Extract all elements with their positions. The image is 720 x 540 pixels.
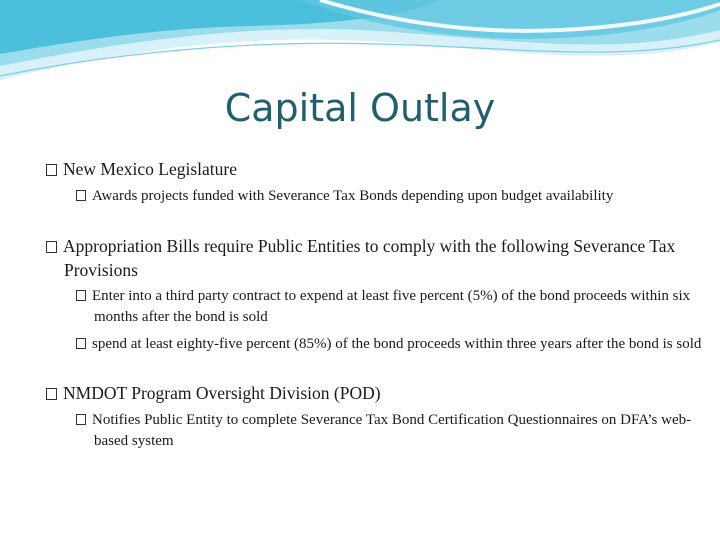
bullet-item-pod (46, 381, 684, 405)
sub-bullet-item-notifies (76, 410, 702, 452)
sub-bullet-text: Enter into a third party contract to expend at least five percent (5%) of the bond proceeds within six months after the bond is sold (92, 288, 691, 325)
square-bullet-icon (76, 338, 86, 349)
square-bullet-icon (46, 388, 57, 400)
header-wave-banner (0, 0, 720, 90)
sub-bullet-item-awards (76, 186, 702, 207)
bullet-item-appropriation (46, 234, 684, 282)
square-bullet-icon (76, 190, 86, 201)
square-bullet-icon (76, 414, 86, 425)
sub-bullet-text: Awards projects funded with Severance Tax Bonds depending upon budget availability (92, 188, 614, 204)
sub-bullet-item-spend (76, 334, 702, 355)
bullet-item-legislature (46, 157, 684, 181)
square-bullet-icon (46, 241, 57, 253)
sub-bullet-text: spend at least eighty-five percent (85%) of the bond proceeds within three years after the bond is sold (92, 336, 702, 352)
bullet-text: New Mexico Legislature (63, 159, 237, 179)
square-bullet-icon (76, 290, 86, 301)
slide-title: Capital Outlay (224, 86, 496, 130)
sub-bullet-text: Notifies Public Entity to complete Severance Tax Bond Certification Questionnaires on DFA’s web-based system (92, 412, 692, 449)
bullet-text: NMDOT Program Oversight Division (POD) (63, 383, 381, 403)
square-bullet-icon (46, 164, 57, 176)
sub-bullet-item-contract (76, 286, 702, 328)
bullet-text: Appropriation Bills require Public Entities to comply with the following Severance Tax Provisions (63, 236, 676, 280)
